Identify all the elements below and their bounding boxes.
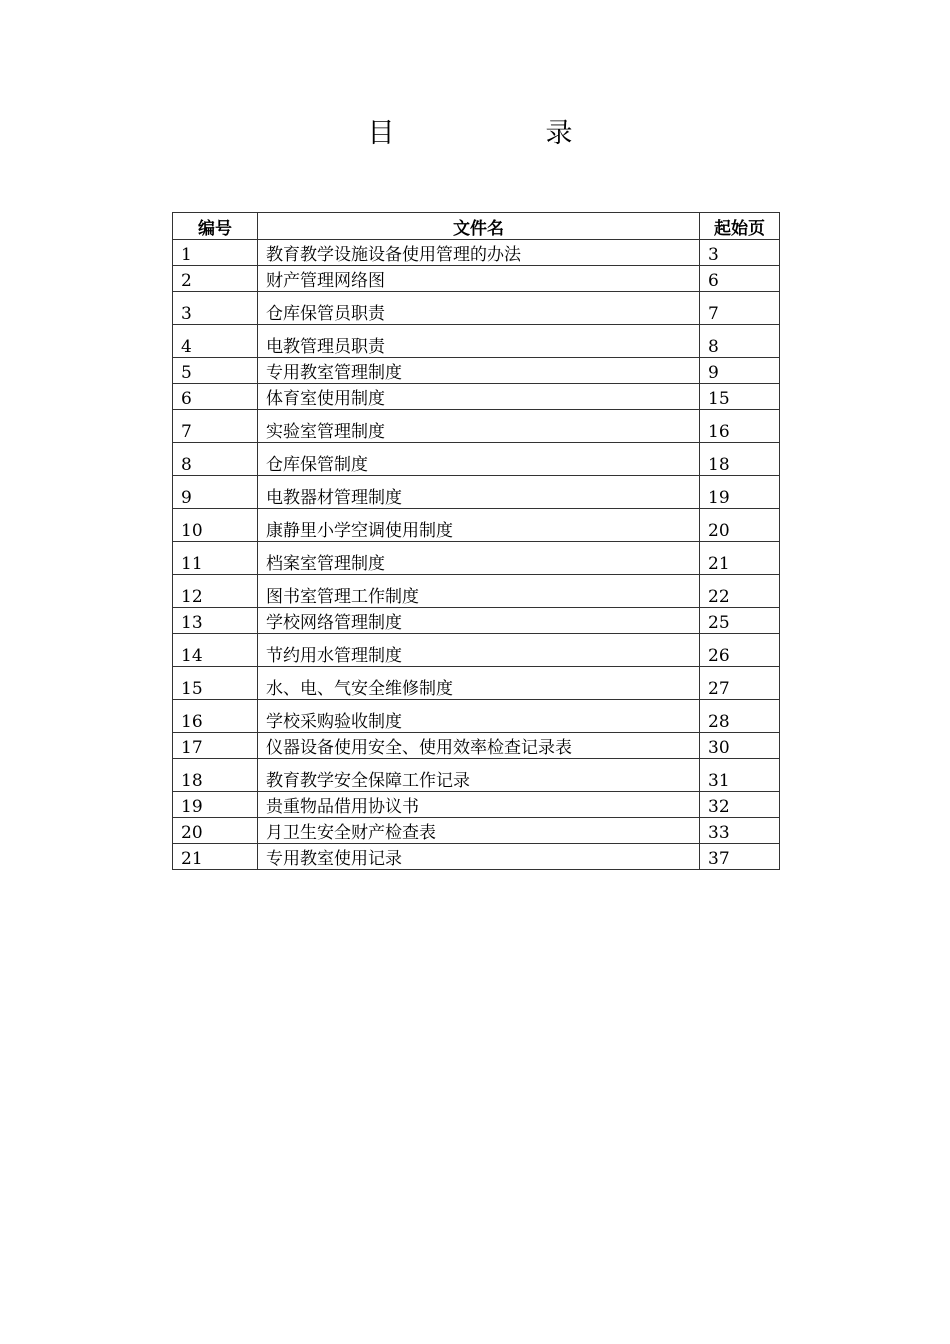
row-number: 2 xyxy=(173,266,258,292)
row-number: 8 xyxy=(173,443,258,476)
table-row xyxy=(173,608,780,634)
table-row xyxy=(173,358,780,384)
row-number: 5 xyxy=(173,358,258,384)
row-filename: 档案室管理制度 xyxy=(258,542,700,575)
row-start-page: 16 xyxy=(700,410,780,443)
row-start-page: 37 xyxy=(700,844,780,870)
row-start-page: 33 xyxy=(700,818,780,844)
row-start-page: 26 xyxy=(700,634,780,667)
header-start-page: 起始页 xyxy=(700,213,780,240)
row-start-page: 22 xyxy=(700,575,780,608)
row-start-page: 27 xyxy=(700,667,780,700)
row-number: 21 xyxy=(173,844,258,870)
table-row xyxy=(173,240,780,266)
row-number: 15 xyxy=(173,667,258,700)
row-filename: 专用教室管理制度 xyxy=(258,358,700,384)
row-number: 13 xyxy=(173,608,258,634)
row-number: 6 xyxy=(173,384,258,410)
table-row xyxy=(173,634,780,667)
row-start-page: 25 xyxy=(700,608,780,634)
row-filename: 仓库保管制度 xyxy=(258,443,700,476)
row-number: 19 xyxy=(173,792,258,818)
row-filename: 仓库保管员职责 xyxy=(258,292,700,325)
row-start-page: 3 xyxy=(700,240,780,266)
table-row xyxy=(173,818,780,844)
table-row xyxy=(173,700,780,733)
row-filename: 贵重物品借用协议书 xyxy=(258,792,700,818)
table-row xyxy=(173,476,780,509)
row-start-page: 6 xyxy=(700,266,780,292)
row-filename: 实验室管理制度 xyxy=(258,410,700,443)
row-filename: 图书室管理工作制度 xyxy=(258,575,700,608)
row-start-page: 32 xyxy=(700,792,780,818)
table-row xyxy=(173,509,780,542)
row-number: 10 xyxy=(173,509,258,542)
toc-table xyxy=(172,212,780,870)
row-filename: 仪器设备使用安全、使用效率检查记录表 xyxy=(258,733,700,759)
row-filename: 体育室使用制度 xyxy=(258,384,700,410)
row-filename: 月卫生安全财产检查表 xyxy=(258,818,700,844)
row-number: 4 xyxy=(173,325,258,358)
header-number: 编号 xyxy=(173,213,258,240)
row-start-page: 19 xyxy=(700,476,780,509)
table-row xyxy=(173,759,780,792)
table-row xyxy=(173,292,780,325)
table-row xyxy=(173,792,780,818)
table-row xyxy=(173,667,780,700)
row-start-page: 31 xyxy=(700,759,780,792)
row-filename: 节约用水管理制度 xyxy=(258,634,700,667)
row-start-page: 30 xyxy=(700,733,780,759)
row-start-page: 8 xyxy=(700,325,780,358)
row-filename: 财产管理网络图 xyxy=(258,266,700,292)
row-number: 9 xyxy=(173,476,258,509)
row-start-page: 18 xyxy=(700,443,780,476)
row-start-page: 20 xyxy=(700,509,780,542)
table-row xyxy=(173,575,780,608)
row-number: 7 xyxy=(173,410,258,443)
table-row xyxy=(173,844,780,870)
toc-body xyxy=(173,240,780,870)
row-filename: 学校采购验收制度 xyxy=(258,700,700,733)
row-filename: 学校网络管理制度 xyxy=(258,608,700,634)
row-number: 20 xyxy=(173,818,258,844)
table-row xyxy=(173,443,780,476)
table-row xyxy=(173,733,780,759)
row-number: 16 xyxy=(173,700,258,733)
table-row xyxy=(173,325,780,358)
table-row xyxy=(173,542,780,575)
table-header-row xyxy=(173,213,780,240)
row-number: 17 xyxy=(173,733,258,759)
row-filename: 电教管理员职责 xyxy=(258,325,700,358)
row-filename: 教育教学安全保障工作记录 xyxy=(258,759,700,792)
row-number: 14 xyxy=(173,634,258,667)
row-start-page: 15 xyxy=(700,384,780,410)
row-number: 3 xyxy=(173,292,258,325)
row-number: 1 xyxy=(173,240,258,266)
row-number: 11 xyxy=(173,542,258,575)
row-filename: 专用教室使用记录 xyxy=(258,844,700,870)
page-title: 目 录 xyxy=(367,118,635,149)
row-number: 18 xyxy=(173,759,258,792)
row-filename: 电教器材管理制度 xyxy=(258,476,700,509)
row-filename: 水、电、气安全维修制度 xyxy=(258,667,700,700)
header-filename: 文件名 xyxy=(258,213,700,240)
row-filename: 康静里小学空调使用制度 xyxy=(258,509,700,542)
row-start-page: 9 xyxy=(700,358,780,384)
row-start-page: 28 xyxy=(700,700,780,733)
table-row xyxy=(173,266,780,292)
table-row xyxy=(173,410,780,443)
table-row xyxy=(173,384,780,410)
row-start-page: 21 xyxy=(700,542,780,575)
row-number: 12 xyxy=(173,575,258,608)
row-start-page: 7 xyxy=(700,292,780,325)
row-filename: 教育教学设施设备使用管理的办法 xyxy=(258,240,700,266)
